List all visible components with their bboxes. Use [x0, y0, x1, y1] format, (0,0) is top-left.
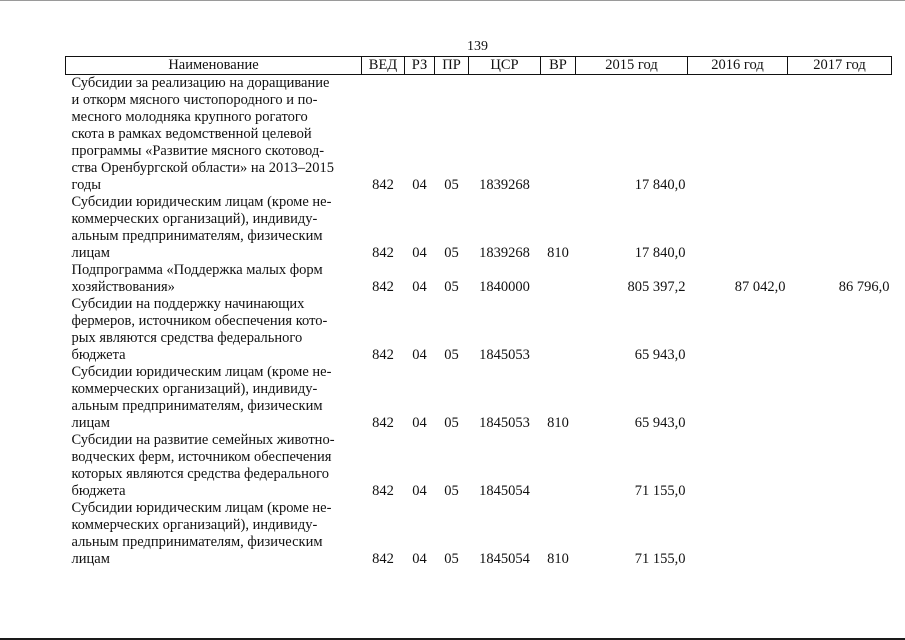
- name-line: альным предпринимателям, физическим: [71, 534, 323, 550]
- cell-ved: 842: [372, 483, 394, 499]
- name-line: коммерческих организаций), индивиду-: [71, 517, 318, 533]
- cell-2017: [788, 432, 892, 500]
- cell-rz: 04: [412, 245, 427, 261]
- cell-2016: [688, 194, 788, 262]
- header-rz: РЗ: [405, 57, 435, 75]
- cell-csr: 1845054: [479, 483, 530, 499]
- header-vr: ВР: [541, 57, 576, 75]
- name-line: рых являются средства федерального: [71, 330, 303, 346]
- table-row: [66, 500, 892, 568]
- table-header-row: [66, 57, 892, 75]
- scan-top-edge: [0, 0, 905, 1]
- cell-ved: 842: [372, 347, 394, 363]
- name-line: бюджета: [71, 347, 126, 363]
- cell-2015: 805 397,2: [627, 279, 686, 295]
- cell-pr: 05: [444, 415, 459, 431]
- name-line: лицам: [71, 415, 110, 431]
- table-row: [66, 75, 892, 195]
- cell-2016: [688, 75, 788, 195]
- cell-csr: 1845053: [479, 347, 530, 363]
- cell-2017: [788, 194, 892, 262]
- cell-pr: 05: [444, 177, 459, 193]
- name-line: Подпрограмма «Поддержка малых форм: [71, 262, 323, 278]
- cell-ved: 842: [372, 245, 394, 261]
- name-line: лицам: [71, 551, 110, 567]
- name-line: Субсидии на развитие семейных животно-: [71, 432, 335, 448]
- cell-rz: 04: [412, 347, 427, 363]
- cell-rz: 04: [412, 279, 427, 295]
- page-number: 139: [467, 39, 488, 54]
- table-body: [66, 75, 892, 569]
- cell-name: [66, 432, 362, 500]
- cell-pr: 05: [444, 551, 459, 567]
- name-line: скота в рамках ведомственной целевой: [71, 126, 312, 142]
- cell-csr: 1840000: [479, 279, 530, 295]
- cell-pr: 05: [444, 347, 459, 363]
- table-row: [66, 296, 892, 364]
- cell-name: [66, 75, 362, 195]
- cell-2015: 17 840,0: [634, 245, 686, 261]
- cell-2017: [788, 364, 892, 432]
- header-name: Наименование: [66, 57, 362, 75]
- cell-pr: 05: [444, 483, 459, 499]
- cell-vr: 810: [547, 245, 569, 261]
- name-line: годы: [71, 177, 102, 193]
- name-line: водческих ферм, источником обеспечения: [71, 449, 332, 465]
- name-line: Субсидии на поддержку начинающих: [71, 296, 305, 312]
- cell-ved: 842: [372, 551, 394, 567]
- name-line: программы «Развитие мясного скотовод-: [71, 143, 325, 159]
- cell-2016: [688, 364, 788, 432]
- cell-2015: 65 943,0: [634, 347, 686, 363]
- cell-vr: 810: [547, 415, 569, 431]
- name-line: которых являются средства федерального: [71, 466, 330, 482]
- cell-2015: 65 943,0: [634, 415, 686, 431]
- name-line: ства Оренбургской области» на 2013–2015: [71, 160, 334, 176]
- header-2016: 2016 год: [688, 57, 788, 75]
- name-line: Субсидии юридическим лицам (кроме не-: [71, 194, 332, 210]
- cell-2017: 86 796,0: [838, 279, 890, 295]
- cell-name: [66, 262, 362, 296]
- cell-name: [66, 296, 362, 364]
- name-line: лицам: [71, 245, 110, 261]
- cell-2016: [688, 500, 788, 568]
- cell-name: [66, 364, 362, 432]
- cell-csr: 1839268: [479, 245, 530, 261]
- cell-2016: 87 042,0: [734, 279, 786, 295]
- cell-2015: 71 155,0: [634, 483, 686, 499]
- budget-table: [65, 56, 892, 568]
- table-row: [66, 262, 892, 296]
- cell-2016: [688, 432, 788, 500]
- cell-ved: 842: [372, 415, 394, 431]
- name-line: фермеров, источником обеспечения кото-: [71, 313, 328, 329]
- cell-vr: 810: [547, 551, 569, 567]
- name-line: Субсидии юридическим лицам (кроме не-: [71, 364, 332, 380]
- name-line: и откорм мясного чистопородного и по-: [71, 92, 318, 108]
- cell-vr: [541, 262, 576, 296]
- cell-ved: 842: [372, 177, 394, 193]
- cell-pr: 05: [444, 245, 459, 261]
- cell-2017: [788, 75, 892, 195]
- cell-2016: [688, 296, 788, 364]
- cell-csr: 1845054: [479, 551, 530, 567]
- header-pr: ПР: [435, 57, 469, 75]
- name-line: месного молодняка крупного рогатого: [71, 109, 308, 125]
- cell-2015: 17 840,0: [634, 177, 686, 193]
- name-line: коммерческих организаций), индивиду-: [71, 381, 318, 397]
- cell-pr: 05: [444, 279, 459, 295]
- cell-rz: 04: [412, 551, 427, 567]
- name-line: альным предпринимателям, физическим: [71, 228, 323, 244]
- cell-vr: [541, 296, 576, 364]
- cell-2017: [788, 296, 892, 364]
- name-line: Субсидии юридическим лицам (кроме не-: [71, 500, 332, 516]
- name-line: коммерческих организаций), индивиду-: [71, 211, 318, 227]
- name-line: Субсидии за реализацию на доращивание: [71, 75, 330, 91]
- cell-rz: 04: [412, 415, 427, 431]
- cell-2017: [788, 500, 892, 568]
- header-2015: 2015 год: [576, 57, 688, 75]
- cell-vr: [541, 75, 576, 195]
- table-row: [66, 194, 892, 262]
- cell-rz: 04: [412, 177, 427, 193]
- header-ved: ВЕД: [362, 57, 405, 75]
- name-line: хозяйствования»: [71, 279, 175, 295]
- header-2017: 2017 год: [788, 57, 892, 75]
- table-row: [66, 432, 892, 500]
- cell-2015: 71 155,0: [634, 551, 686, 567]
- name-line: альным предпринимателям, физическим: [71, 398, 323, 414]
- cell-name: [66, 500, 362, 568]
- cell-rz: 04: [412, 483, 427, 499]
- cell-csr: 1845053: [479, 415, 530, 431]
- cell-name: [66, 194, 362, 262]
- cell-vr: [541, 432, 576, 500]
- header-csr: ЦСР: [469, 57, 541, 75]
- table-row: [66, 364, 892, 432]
- name-line: бюджета: [71, 483, 126, 499]
- cell-ved: 842: [372, 279, 394, 295]
- cell-csr: 1839268: [479, 177, 530, 193]
